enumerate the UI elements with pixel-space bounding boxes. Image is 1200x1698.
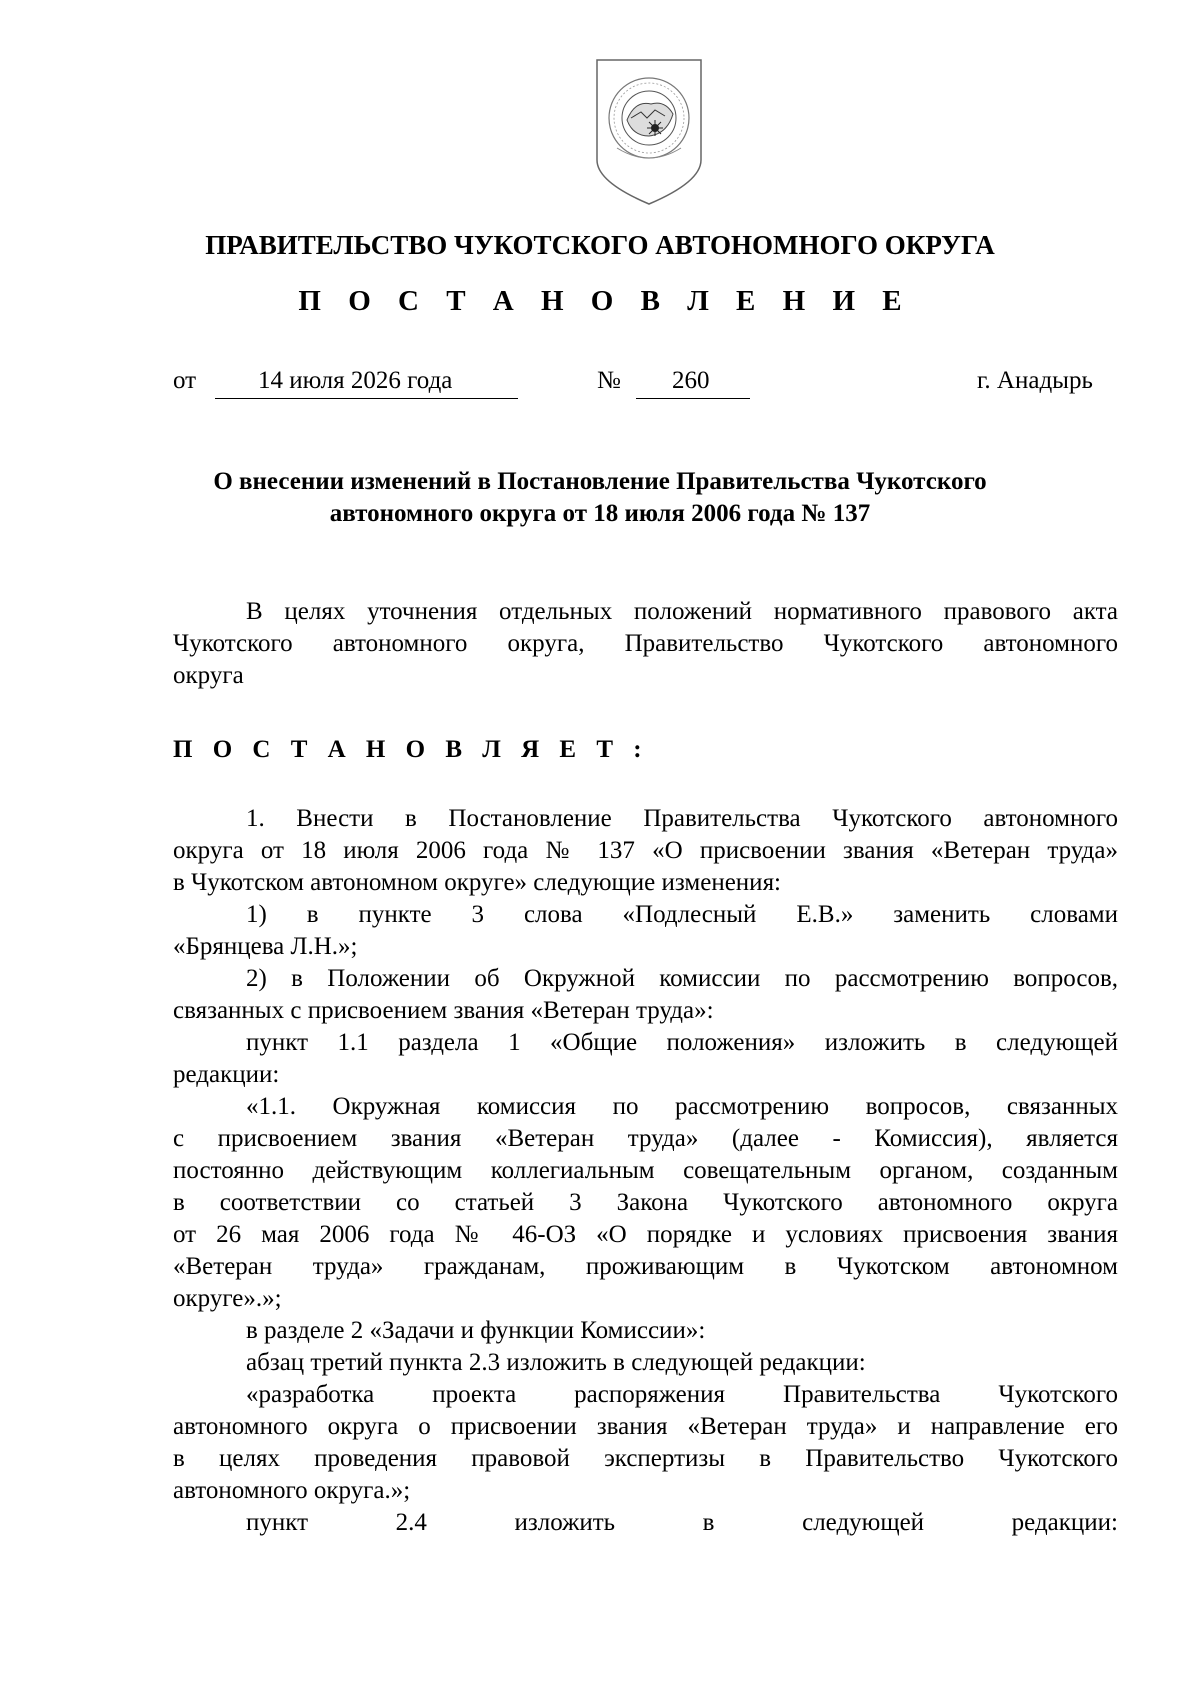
document-date: 14 июля 2026 года <box>258 367 453 394</box>
preamble-line: округа <box>173 662 244 689</box>
body-line: абзац третий пункта 2.3 изложить в следующей редакции: <box>246 1349 866 1376</box>
body-line: с присвоением звания «Ветеран труда» (далее - Комиссия), является <box>173 1125 1118 1152</box>
body-line: автономного округа о присвоении звания «Ветеран труда» и направление его <box>173 1413 1118 1440</box>
body-line: в соответствии со статьей 3 Закона Чукотского автономного округа <box>173 1189 1118 1216</box>
body-line: «1.1. Окружная комиссия по рассмотрению вопросов, связанных <box>246 1093 1118 1120</box>
number-underline <box>636 398 750 399</box>
subject-line: автономного округа от 18 июля 2006 года № 137 <box>329 500 871 527</box>
body-line: связанных с присвоением звания «Ветеран труда»: <box>173 997 714 1024</box>
body-line: «Ветеран труда» гражданам, проживающим в Чукотском автономном <box>173 1253 1118 1280</box>
body-line: пункт 1.1 раздела 1 «Общие положения» изложить в следующей <box>246 1029 1118 1056</box>
preamble-line: В целях уточнения отдельных положений нормативного правового акта <box>246 598 1118 625</box>
body-line: от 26 мая 2006 года № 46-ОЗ «О порядке и условиях присвоения звания <box>173 1221 1118 1248</box>
coat-of-arms-emblem-icon <box>591 56 707 206</box>
date-prefix: от <box>173 367 197 394</box>
body-line: редакции: <box>173 1061 280 1088</box>
body-line: постоянно действующим коллегиальным совещательным органом, созданным <box>173 1157 1118 1184</box>
document-subject <box>150 466 1050 530</box>
body-line: 1) в пункте 3 слова «Подлесный Е.В.» заменить словами <box>246 901 1118 928</box>
body-line: «разработка проекта распоряжения Правительства Чукотского <box>246 1381 1118 1408</box>
date-underline <box>215 398 518 399</box>
body-line: в разделе 2 «Задачи и функции Комиссии»: <box>246 1317 706 1344</box>
government-title: ПРАВИТЕЛЬСТВО ЧУКОТСКОГО АВТОНОМНОГО ОКРУГА <box>205 230 995 260</box>
number-sign: № <box>597 367 621 394</box>
body-line: округа от 18 июля 2006 года № 137 «О присвоении звания «Ветеран труда» <box>173 837 1118 864</box>
document-number: 260 <box>672 367 710 394</box>
body-line: в Чукотском автономном округе» следующие изменения: <box>173 869 782 896</box>
preamble-line: Чукотского автономного округа, Правительство Чукотского автономного <box>173 630 1118 657</box>
body-line: пункт 2.4 изложить в следующей редакции: <box>246 1509 1118 1536</box>
body-line: автономного округа.»; <box>173 1477 411 1504</box>
body-line: 1. Внести в Постановление Правительства Чукотского автономного <box>246 805 1118 832</box>
body-line: в целях проведения правовой экспертизы в Правительство Чукотского <box>173 1445 1118 1472</box>
document-place: г. Анадырь <box>977 367 1093 394</box>
body-line: «Брянцева Л.Н.»; <box>173 933 358 960</box>
decree-heading: П О С Т А Н О В Л Я Е Т : <box>173 736 649 763</box>
document-type-heading: П О С Т А Н О В Л Е Н И Е <box>298 285 912 317</box>
body-line: 2) в Положении об Окружной комиссии по рассмотрению вопросов, <box>246 965 1118 992</box>
body-line: округе».»; <box>173 1285 282 1312</box>
subject-line: О внесении изменений в Постановление Правительства Чукотского <box>213 468 987 495</box>
